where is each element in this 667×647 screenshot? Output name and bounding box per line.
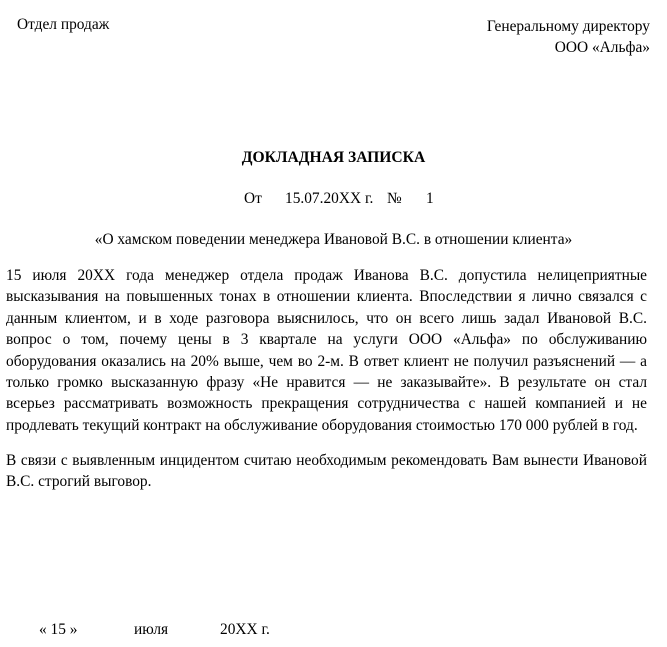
footer-year: 20ХХ г.: [220, 621, 270, 638]
recipient-position: Генеральному директору: [486, 18, 650, 35]
from-label: От: [244, 190, 262, 207]
body-paragraph: В связи с выявленным инцидентом считаю необходимым рекомендовать Вам вынести Ивановой В.С. строгий выговор.: [6, 452, 647, 491]
recipient-company: ООО «Альфа»: [554, 39, 650, 56]
document-subject: «О хамском поведении менеджера Ивановой В.С. в отношении клиента»: [94, 231, 573, 248]
number-label: №: [387, 190, 402, 207]
document-date-line: [0, 190, 667, 210]
document-number: 1: [426, 190, 434, 207]
signature-date: [0, 621, 667, 641]
document-title: ДОКЛАДНАЯ ЗАПИСКА: [241, 149, 426, 166]
document-date: 15.07.20ХХ г.: [285, 190, 374, 207]
footer-day: « 15 »: [39, 621, 78, 638]
recipient-block: [487, 16, 650, 58]
sender-department: Отдел продаж: [17, 16, 110, 33]
footer-month: июля: [134, 621, 169, 638]
body-paragraph: 15 июля 20ХХ года менеджер отдела продаж Иванова В.С. допустила нелицеприятные высказывания на повышенных тонах в отношении клиента. Впоследствии я лично связался с данным клиентом, и в ходе разговора выяснилось, что он всего лишь задал Ивановой В.С. вопрос о том, почему цены в 3 квартале на услуги ООО «Альфа» по обслуживанию оборудования оказались на 20% выше, чем во 2-м. В ответ клиент не получил разъяснений — а только громко высказанную фразу «Не нравится — не заказывайте». В результате он стал всерьез рассматривать возможность прекращения сотрудничества с нашей компанией и не продлевать текущий контракт на обслуживание оборудования стоимостью 170 000 рублей в год.: [6, 267, 647, 434]
